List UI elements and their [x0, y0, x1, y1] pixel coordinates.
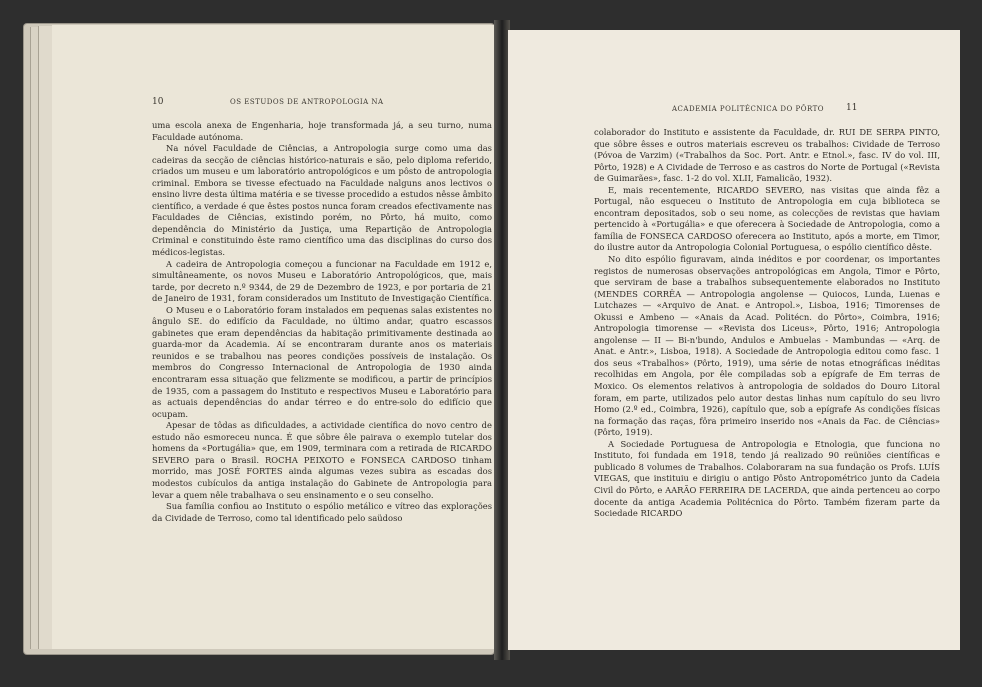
right-paragraph-2: E, mais recentemente, RICARDO SEVERO, nas visitas que ainda fêz a Portugal, não esqueceu o Instituto de Antropologia em cuja biblioteca se encontram depositados, sob o seu nome, as colecções de revistas que haviam pertencido à «Portugália» e que oferecera à Sociedade de Antropologia, como a família de FONSECA CARDOSO oferecera ao Instituto, após a morte, em Timor, do ilustre autor da Antropologia Colonial Portuguesa, o espólio científico dêste. — [594, 184, 940, 253]
right-page-number: 11 — [846, 103, 858, 113]
right-paragraph-4: A Sociedade Portuguesa de Antropologia e Etnologia, que funciona no Instituto, foi fundada em 1918, tendo já realizado 90 reüniões científicas e publicado 8 volumes de Trabalhos. Colaboraram na sua fundação os Profs. LUÍS VIEGAS, que instituiu e dirigiu o antigo Pôsto Antropométrico junto da Cadeia Civil do Pôrto, e AARÃO FERREIRA DE LACERDA, que ainda pertenceu ao corpo docente da antiga Academia Politécnica do Pôrto. Também fizeram parte da Sociedade RICARDO — [594, 438, 940, 519]
right-paragraph-3: No dito espólio figuravam, ainda inéditos e por coordenar, os importantes registos de numerosas observações antropológicas em Angola, Timor e Pôrto, que serviram de base a trabalhos subsequentemente elaborados no Instituto (MENDES CORRÊA — Antropologia angolense — Quiocos, Lunda, Luenas e Lutchazes — «Arquivo de Anat. e Antropol.», Lisboa, 1916; Timorenses de Okussi e Ambeno — «Anais da Acad. Politécn. do Pôrto», Coimbra, 1916; Antropologia timorense — «Revista dos Liceus», Pôrto, 1916; Antropologia angolense — II — Bi-n'bundo, Andulos e Ambuelas - Mambundas — «Arq. de Anat. e Antr.», Lisboa, 1918). A Sociedade de Antropologia editou como fasc. 1 dos seus «Trabalhos» (Pôrto, 1919), uma série de notas etnográficas inéditas recolhidas em Angola, por êle compiladas sob a epígrafe de Em terras de Moxico. Os elementos relativos à antropologia de soldados do Douro Litoral foram, em parte, utilizados pelo autor destas linhas num capítulo do seu livro Homo (2.º ed., Coimbra, 1926), capítulo que, sob a epígrafe As condições físicas na formação das raças, fôra primeiro inserido nos «Anais da Fac. de Ciências» (Pôrto, 1919). — [594, 254, 940, 438]
right-paragraph-1: colaborador do Instituto e assistente da Faculdade, dr. RUI DE SERPA PINTO, que sôbre êsses e outros materiais escreveu os trabalhos: Cividade de Terroso (Póvoa de Varzim) («Trabalhos da Soc. Port. Antr. e Etnol.», fasc. IV do vol. III, Pôrto, 1928) e A Cividade de Terroso e as castros do Norte de Portugal («Revista de Guimarães», fasc. 1-2 do vol. XLII, Famalicão, 1932). — [594, 127, 940, 184]
left-page-number: 10 — [152, 97, 164, 107]
page-edges-left-inner — [38, 26, 53, 649]
left-paragraph-5: Apesar de tôdas as dificuldades, a actividade científica do novo centro de estudo não esmoreceu nunca. É que sôbre êle pairava o exemplo tutelar dos homens da «Portugália» que, em 1909, terminara com a retirada de RICARDO SEVERO para o Brasil. ROCHA PEIXOTO e FONSECA CARDOSO tinham morrido, mas JOSÉ FORTES ainda algumas vezes subira as escadas dos modestos cubículos da antiga instalação do Gabinete de Antropologia para levar a quem nêle trabalhava o seu ensinamento e o seu conselho. — [152, 420, 492, 500]
left-paragraph-4: O Museu e o Laboratório foram instalados em pequenas salas existentes no ângulo SE. do edifício da Faculdade, no último andar, quatro escassos gabinetes que eram dependências da habitação primitivamente destinada ao guarda-mor da Academia. Aí se encontraram durante anos os materiais reunidos e se trabalhou nas peores condições possíveis de instalação. Os membros do Congresso Internacional de Antropologia de 1930 ainda encontraram essa situação que felizmente se modificou, a partir de princípios de 1935, com a passagem do Instituto e respectivos Museu e Laboratório para as actuais dependências do andar térreo e do entre-solo do edifício que ocupam. — [152, 304, 492, 419]
left-page — [52, 25, 502, 649]
right-running-head: ACADEMIA POLITÉCNICA DO PÔRTO — [672, 105, 825, 113]
left-body-text — [152, 120, 492, 524]
left-paragraph-1: uma escola anexa de Engenharia, hoje transformada já, a seu turno, numa Faculdade autónoma. — [152, 120, 492, 142]
right-page — [508, 30, 960, 650]
left-running-head: OS ESTUDOS DE ANTROPOLOGIA NA — [230, 98, 384, 106]
left-paragraph-3: A cadeira de Antropologia começou a funcionar na Faculdade em 1912 e, simultâneamente, os novos Museu e Laboratório Antropológicos, que, mais tarde, por decreto n.º 9344, de 29 de Dezembro de 1923, e por portaria de 21 de Janeiro de 1931, foram considerados um Instituto de Investigação Científica. — [152, 258, 492, 304]
right-body-text — [594, 127, 940, 520]
left-paragraph-6: Sua família confiou ao Instituto o espólio metálico e vítreo das explorações da Cividade de Terroso, como tal identificado pelo saüdoso — [152, 501, 492, 523]
left-paragraph-2: Na nóvel Faculdade de Ciências, a Antropologia surge como uma das cadeiras da secção de ciências histórico-naturais e são, pelo diploma referido, criados um museu e um laboratório antropológicos e um pôsto de antropologia criminal. Embora se tivesse efectuado na Faculdade nalguns anos lectivos o ensino livre desta última matéria e se tivesse procedido a estudos nêsse âmbito científico, a verdade é que êstes postos nunca foram creados efectivamente nas Faculdades de Ciências, existindo porém, no Pôrto, há muito, como dependência do Ministério da Justiça, uma Repartição de Antropologia Criminal e constituindo êste ramo científico uma das disciplinas do curso dos médicos-legistas. — [152, 143, 492, 258]
